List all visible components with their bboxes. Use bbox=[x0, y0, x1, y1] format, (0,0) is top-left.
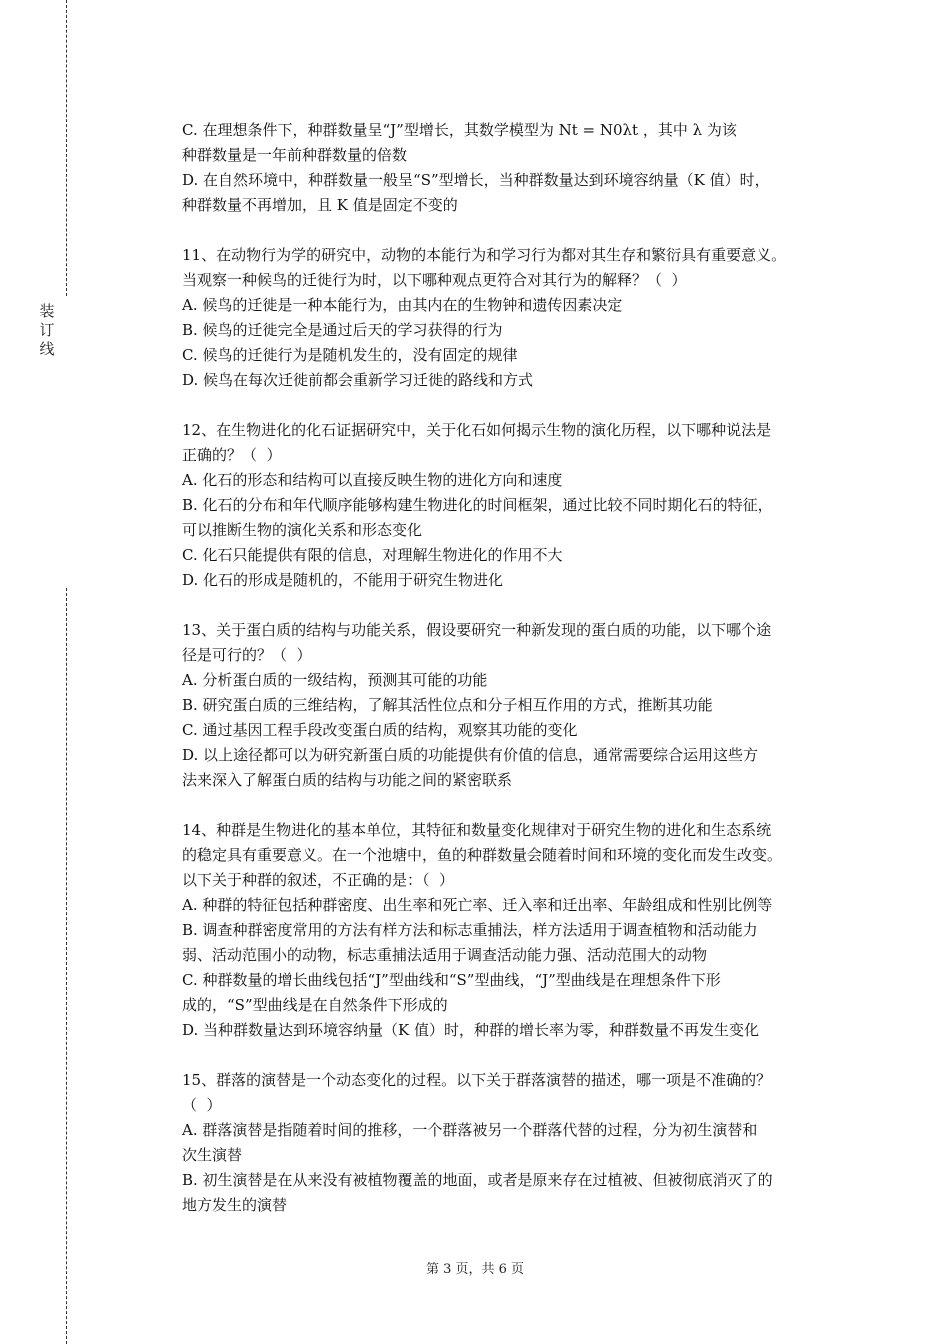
question-text-line: 法来深入了解蛋白质的结构与功能之间的紧密联系 bbox=[182, 771, 513, 789]
question-text-line: D. 化石的形成是随机的，不能用于研究生物进化 bbox=[182, 571, 504, 589]
page-footer: 第 3 页，共 6 页 bbox=[425, 1262, 525, 1277]
question-block-q15 bbox=[182, 1068, 862, 1218]
binding-dashed-line-top bbox=[66, 0, 67, 296]
binding-label-char: 装 bbox=[39, 302, 55, 320]
question-text-line: 当观察一种候鸟的迁徙行为时，以下哪种观点更符合对其行为的解释？（ ） bbox=[182, 271, 687, 289]
question-text-line: A. 群落演替是指随着时间的推移，一个群落被另一个群落代替的过程，分为初生演替和 bbox=[182, 1121, 758, 1139]
binding-dashed-line-bottom bbox=[66, 588, 67, 1344]
binding-label-char: 线 bbox=[39, 340, 55, 358]
question-text-line: （ ） bbox=[182, 1096, 222, 1114]
question-text-line: 14、种群是生物进化的基本单位，其特征和数量变化规律对于研究生物的进化和生态系统 bbox=[182, 821, 772, 839]
question-block-q13 bbox=[182, 618, 862, 793]
question-text-line: C. 种群数量的增长曲线包括“J”型曲线和“S”型曲线，“J”型曲线是在理想条件下形 bbox=[182, 971, 721, 989]
question-text-line: C. 通过基因工程手段改变蛋白质的结构，观察其功能的变化 bbox=[182, 721, 578, 739]
question-text-line: B. 初生演替是在从来没有被植物覆盖的地面，或者是原来存在过植被、但被彻底消灭了的 bbox=[182, 1171, 773, 1189]
question-text-line: A. 分析蛋白质的一级结构，预测其可能的功能 bbox=[182, 671, 488, 689]
question-text-line: C. 候鸟的迁徙行为是随机发生的，没有固定的规律 bbox=[182, 346, 518, 364]
question-text-line: 的稳定具有重要意义。在一个池塘中，鱼的种群数量会随着时间和环境的变化而发生改变。 bbox=[182, 846, 783, 864]
question-text-line: 径是可行的？（ ） bbox=[182, 646, 312, 664]
question-text-line: B. 化石的分布和年代顺序能够构建生物进化的时间框架，通过比较不同时期化石的特征， bbox=[182, 496, 773, 514]
exam-content bbox=[182, 118, 862, 1243]
question-text-line: 正确的？（ ） bbox=[182, 446, 282, 464]
question-text-line: 15、群落的演替是一个动态变化的过程。以下关于群落演替的描述，哪一项是不准确的？ bbox=[182, 1071, 772, 1089]
question-text-line: 种群数量是一年前种群数量的倍数 bbox=[182, 146, 408, 164]
question-text-line: A. 种群的特征包括种群密度、出生率和死亡率、迁入率和迁出率、年龄组成和性别比例等 bbox=[182, 896, 773, 914]
question-text-line: 种群数量不再增加，且 K 值是固定不变的 bbox=[182, 196, 458, 214]
question-text-line: B. 候鸟的迁徙完全是通过后天的学习获得的行为 bbox=[182, 321, 503, 339]
question-block-q10-tail bbox=[182, 118, 862, 218]
question-text-line: D. 候鸟在每次迁徙前都会重新学习迁徙的路线和方式 bbox=[182, 371, 534, 389]
question-block-q14 bbox=[182, 818, 862, 1043]
question-text-line: 可以推断生物的演化关系和形态变化 bbox=[182, 521, 423, 539]
question-text-line: D. 以上途径都可以为研究新蛋白质的功能提供有价值的信息，通常需要综合运用这些方 bbox=[182, 746, 759, 764]
question-text-line: A. 候鸟的迁徙是一种本能行为，由其内在的生物钟和遗传因素决定 bbox=[182, 296, 623, 314]
question-text-line: C. 在理想条件下，种群数量呈“J”型增长，其数学模型为 Nt = N0λt ，其中 λ 为该 bbox=[182, 121, 737, 139]
question-text-line: 以下关于种群的叙述，不正确的是：（ ） bbox=[182, 871, 455, 889]
binding-label-char: 订 bbox=[39, 321, 55, 339]
question-text-line: 12、在生物进化的化石证据研究中，关于化石如何揭示生物的演化历程，以下哪种说法是 bbox=[182, 421, 772, 439]
binding-line-label bbox=[38, 302, 56, 359]
question-text-line: 13、关于蛋白质的结构与功能关系，假设要研究一种新发现的蛋白质的功能，以下哪个途 bbox=[182, 621, 772, 639]
question-text-line: 地方发生的演替 bbox=[182, 1196, 288, 1214]
question-text-line: B. 调查种群密度常用的方法有样方法和标志重捕法，样方法适用于调查植物和活动能力 bbox=[182, 921, 758, 939]
question-text-line: 11、在动物行为学的研究中，动物的本能行为和学习行为都对其生存和繁衍具有重要意义。 bbox=[182, 246, 787, 264]
question-text-line: 次生演替 bbox=[182, 1146, 243, 1164]
question-text-line: D. 当种群数量达到环境容纳量（K 值）时，种群的增长率为零，种群数量不再发生变化 bbox=[182, 1021, 760, 1039]
question-text-line: 弱、活动范围小的动物，标志重捕法适用于调查活动能力强、活动范围大的动物 bbox=[182, 946, 708, 964]
question-text-line: C. 化石只能提供有限的信息，对理解生物进化的作用不大 bbox=[182, 546, 563, 564]
question-text-line: D. 在自然环境中，种群数量一般呈“S”型增长，当种群数量达到环境容纳量（K 值）时， bbox=[182, 171, 770, 189]
question-block-q12 bbox=[182, 418, 862, 593]
question-text-line: B. 研究蛋白质的三维结构，了解其活性位点和分子相互作用的方式，推断其功能 bbox=[182, 696, 713, 714]
question-text-line: 成的，“S”型曲线是在自然条件下形成的 bbox=[182, 996, 448, 1014]
question-text-line: A. 化石的形态和结构可以直接反映生物的进化方向和速度 bbox=[182, 471, 563, 489]
question-block-q11 bbox=[182, 243, 862, 393]
